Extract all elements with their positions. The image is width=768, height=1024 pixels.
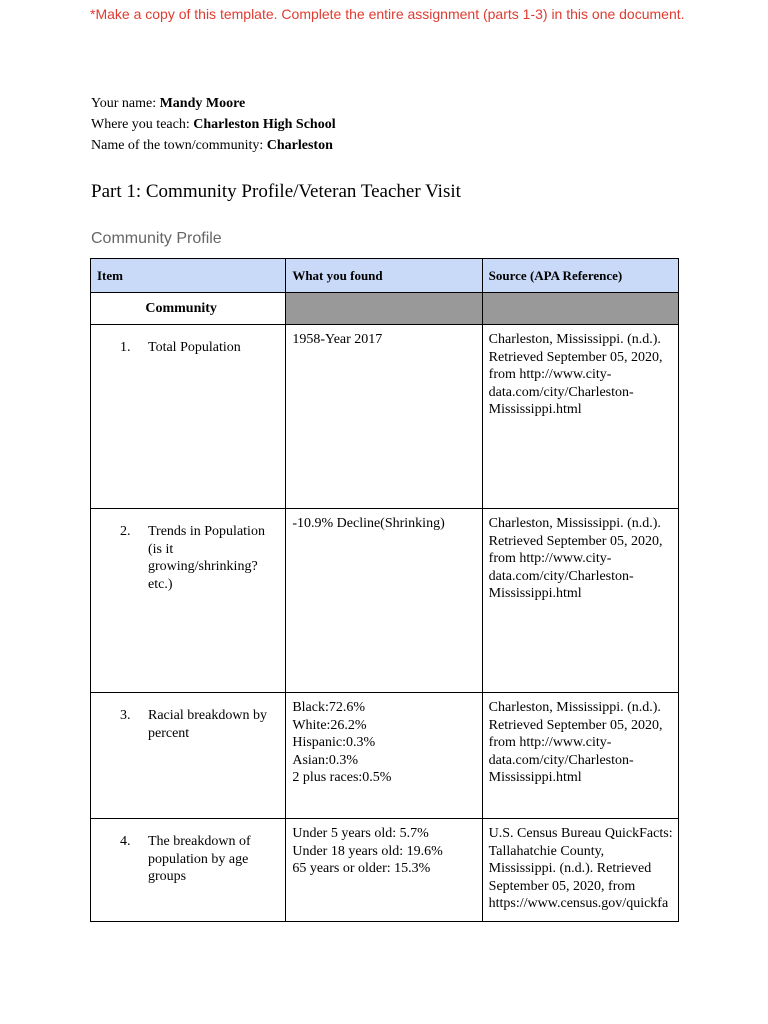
found-line: 2 plus races:0.5% xyxy=(292,770,392,785)
table-row xyxy=(91,819,679,922)
item-text: Trends in Population (is it growing/shrinking? etc.) xyxy=(148,524,265,592)
info-school-row xyxy=(91,114,336,135)
item-text: Racial breakdown by percent xyxy=(148,708,267,741)
section-gray-cell xyxy=(286,293,482,325)
table-row xyxy=(91,693,679,819)
info-value: Charleston xyxy=(266,138,333,153)
source-cell: Charleston, Mississippi. (n.d.). Retrieved September 05, 2020, from http://www.city-data.com/city/Charleston-Mississippi.html xyxy=(482,693,678,819)
info-value: Charleston High School xyxy=(193,117,336,132)
header-item: Item xyxy=(91,259,286,293)
community-profile-table xyxy=(90,258,679,922)
found-line: Under 5 years old: 5.7% xyxy=(292,826,429,841)
source-cell: U.S. Census Bureau QuickFacts: Tallahatchie County, Mississippi. (n.d.). Retrieved September 05, 2020, from https://www.census.gov/quickfa xyxy=(482,819,678,922)
source-cell: Charleston, Mississippi. (n.d.). Retrieved September 05, 2020, from http://www.city-data.com/city/Charleston-Mississippi.html xyxy=(482,509,678,693)
template-notice: *Make a copy of this template. Complete the entire assignment (parts 1-3) in this one document. xyxy=(90,6,685,22)
item-cell xyxy=(91,819,286,922)
source-cell: Charleston, Mississippi. (n.d.). Retrieved September 05, 2020, from http://www.city-data.com/city/Charleston-Mississippi.html xyxy=(482,325,678,509)
item-cell xyxy=(91,693,286,819)
section-label: Community xyxy=(91,293,286,325)
info-value: Mandy Moore xyxy=(159,96,246,111)
info-name-row xyxy=(91,93,336,114)
section-gray-cell xyxy=(482,293,678,325)
found-cell xyxy=(286,819,482,922)
found-line: Under 18 years old: 19.6% xyxy=(292,843,443,859)
found-line: Black:72.6% xyxy=(292,700,366,715)
item-number: 3. xyxy=(120,708,131,723)
found-line: -10.9% Decline(Shrinking) xyxy=(292,516,445,531)
table-section-row xyxy=(91,293,679,325)
found-line: 65 years or older: 15.3% xyxy=(292,861,431,876)
found-line: Asian:0.3% xyxy=(292,752,359,768)
header-found: What you found xyxy=(286,259,482,293)
table-row xyxy=(91,509,679,693)
item-text: The breakdown of population by age groups xyxy=(148,834,251,884)
part-heading: Part 1: Community Profile/Veteran Teacher Visit xyxy=(91,181,461,202)
item-number: 2. xyxy=(120,524,131,539)
found-cell xyxy=(286,325,482,509)
found-cell xyxy=(286,509,482,693)
info-town-row xyxy=(91,135,336,156)
item-number: 1. xyxy=(120,340,131,355)
teacher-info xyxy=(91,93,336,156)
table-header-row xyxy=(91,259,679,293)
found-line: Hispanic:0.3% xyxy=(292,735,376,750)
info-label: Your name: xyxy=(91,96,160,111)
found-line: White:26.2% xyxy=(292,717,367,733)
found-line: 1958-Year 2017 xyxy=(292,332,383,347)
item-text: Total Population xyxy=(148,340,241,355)
info-label: Where you teach: xyxy=(91,117,194,132)
item-cell xyxy=(91,325,286,509)
item-cell xyxy=(91,509,286,693)
section-subheading: Community Profile xyxy=(91,230,222,247)
item-number: 4. xyxy=(120,834,131,849)
table-row xyxy=(91,325,679,509)
found-cell xyxy=(286,693,482,819)
info-label: Name of the town/community: xyxy=(91,138,267,153)
header-source: Source (APA Reference) xyxy=(482,259,678,293)
